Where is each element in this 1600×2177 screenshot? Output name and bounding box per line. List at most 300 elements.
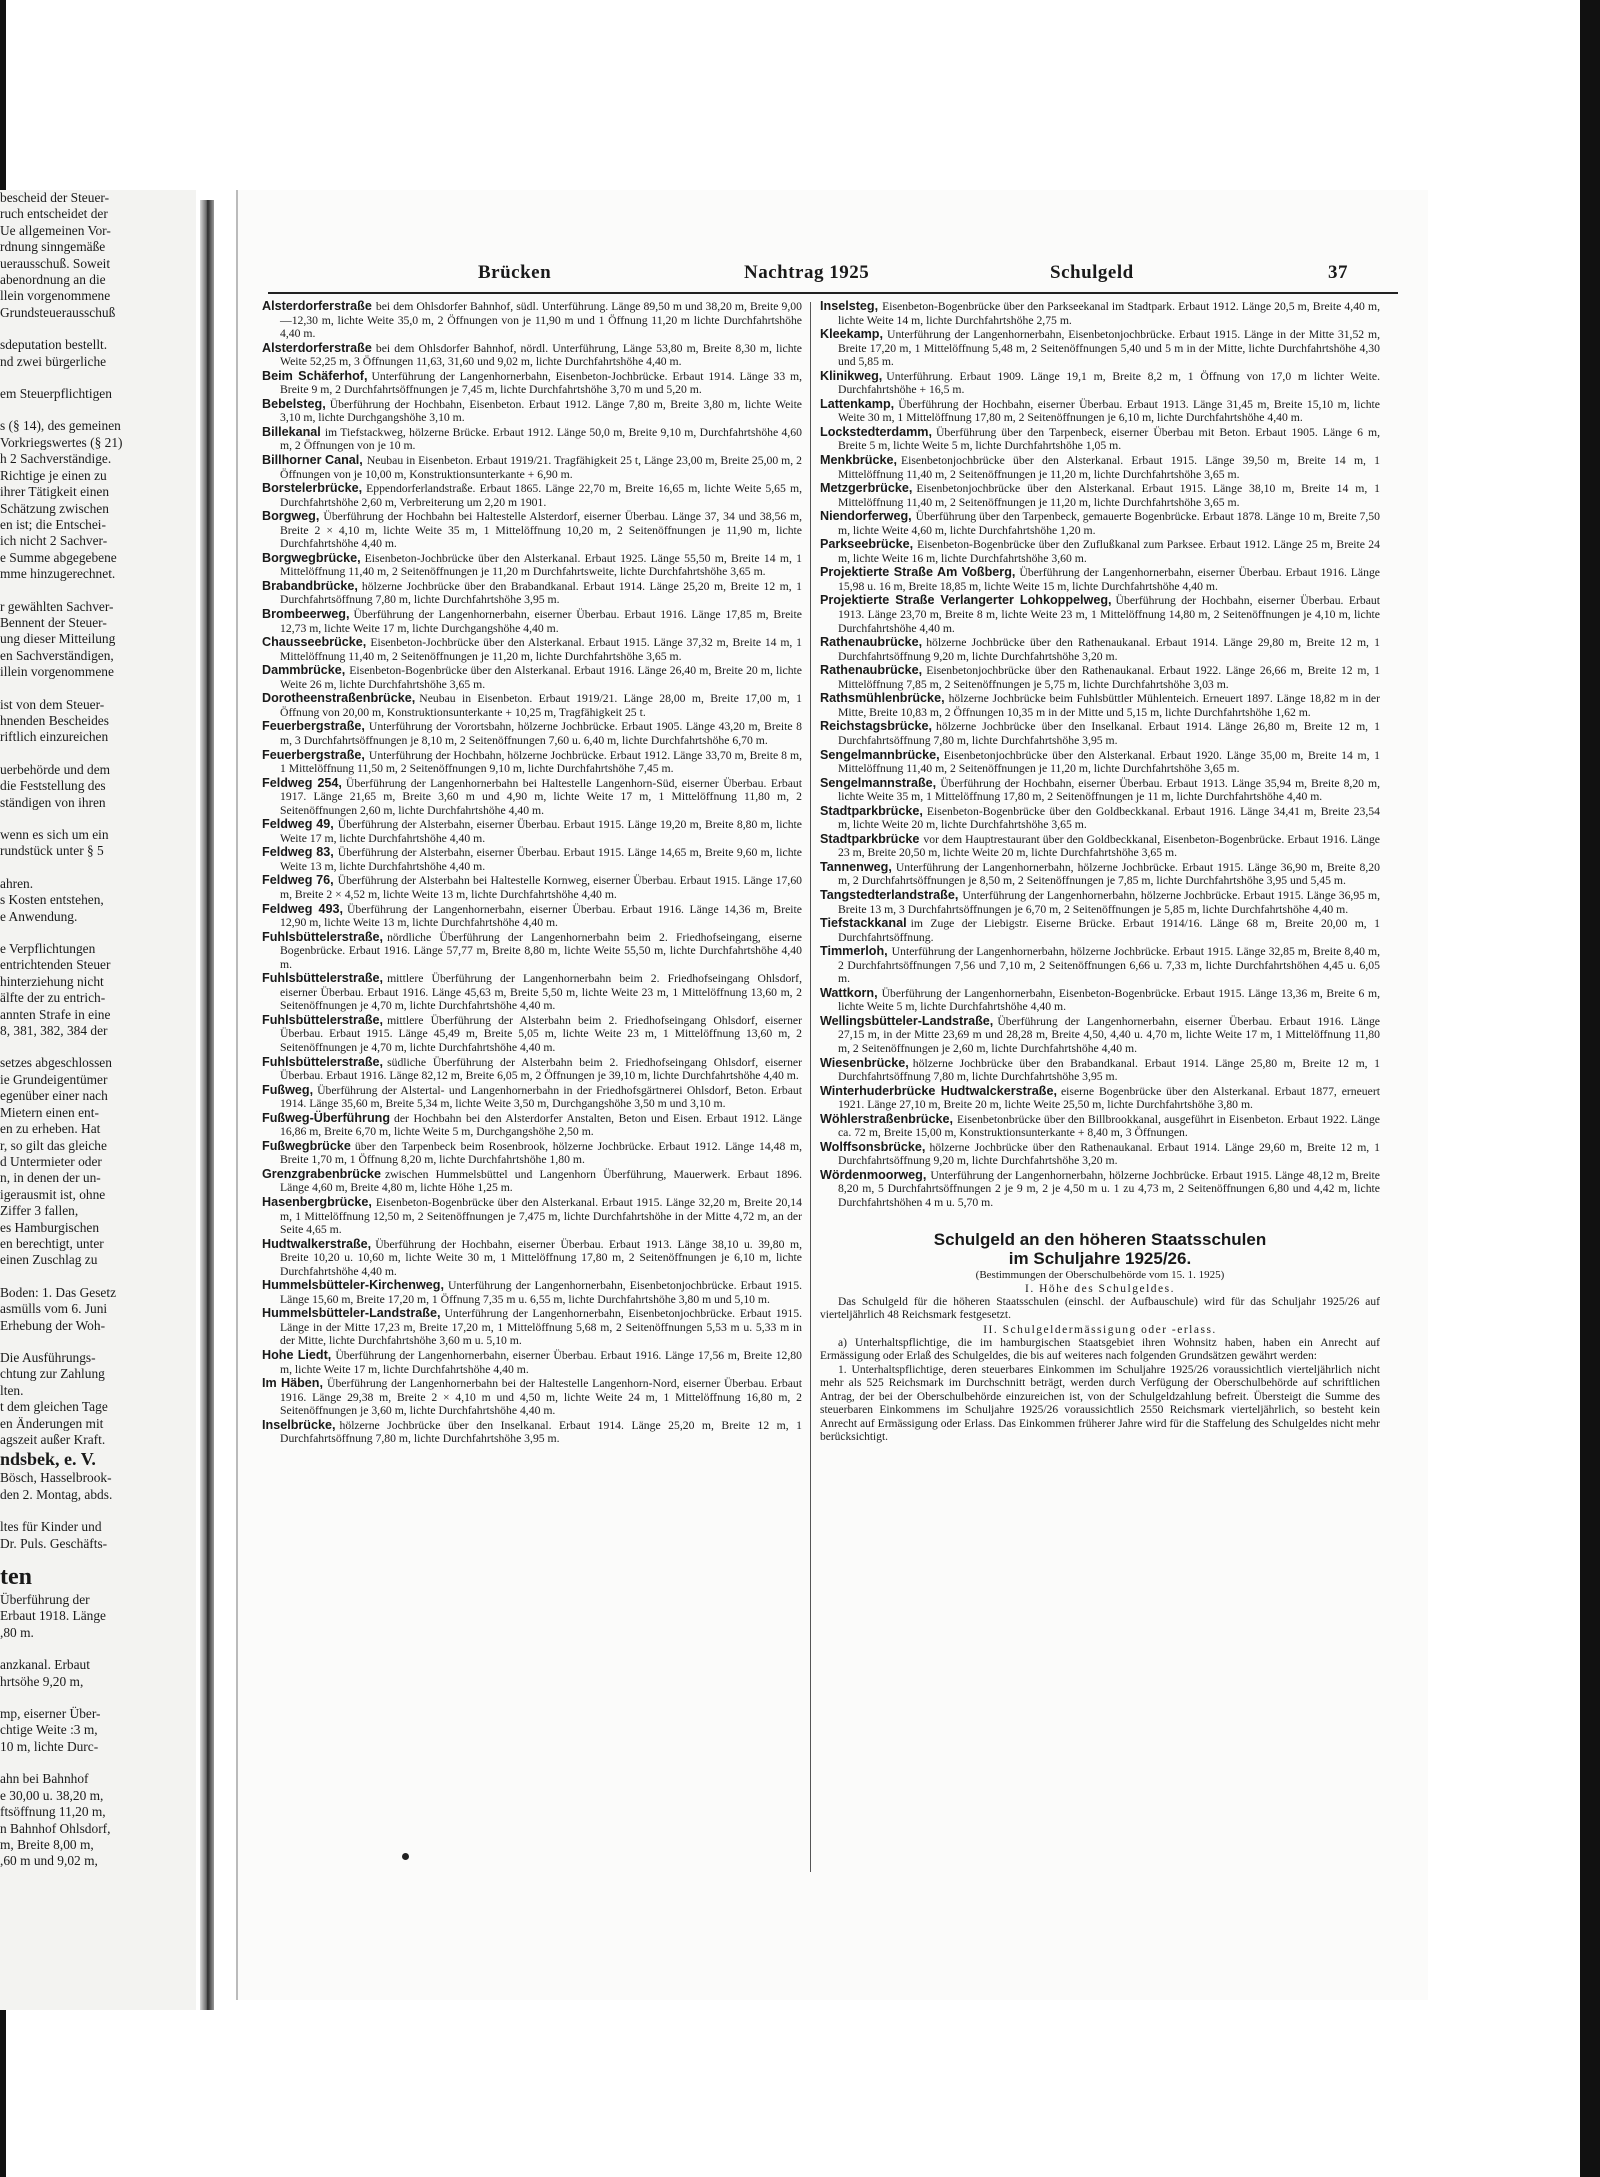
bridge-name: Fußweg-Überführung	[262, 1110, 391, 1125]
bridge-entry	[262, 510, 802, 551]
left-page-line: Grundsteuerausschuß	[0, 304, 116, 320]
bridge-description: hölzerne Jochbrücke über den Rathenaukanal. Erbaut 1914. Länge 29,60 m, Breite 12 m, 1 Durchfahrtsöffnung 9,20 m, lichte Durchfahrtshöhe 3,20 m.	[838, 1140, 1380, 1168]
bridge-entry	[262, 454, 802, 481]
bridge-description: Überführung der Langenhornerbahn bei der Haltestelle Langenhorn-Nord, eiserner Überbau. Erbaut 1916. Länge 29,38 m, Breite 2 × 4,10 m und 4,50 m, lichte Weite 24 m, 1 Mittelöffnung 16,80 m, 2 Seitenöffnungen je 3,60 m, lichte Durchfahrtshöhe 4,40 m.	[280, 1377, 803, 1418]
bridge-description: Eisenbetonjochbrücke über den Alsterkanal. Erbaut 1920. Länge 35,00 m, Breite 14 m, 1 Mittelöffnung 11,40 m, 2 Seitenöffnungen je 11,20 m, lichte Durchfahrtshöhe 3,65 m.	[838, 748, 1380, 776]
bridge-description: Eisenbeton-Bogenbrücke über den Alsterkanal. Erbaut 1915. Länge 32,20 m, Breite 20,14 m, 1 Mittelöffnung 12,50 m, 2 Seitenöffnungen je 7,475 m, lichte Durchfahrtshöhe in der Mitte 4,72 m, an der Seite 4,65 m.	[280, 1196, 802, 1237]
bridge-name: Tiefstackkanal	[820, 916, 907, 931]
bridge-entry	[820, 594, 1380, 635]
left-page-line: agszeit außer Kraft.	[0, 1432, 106, 1447]
left-page-line: en zu erheben. Hat	[0, 1121, 101, 1137]
bridge-name: Dorotheenstraßenbrücke,	[262, 691, 416, 706]
bridge-description: vor dem Hauptrestaurant über den Goldbeckkanal, Eisenbeton-Bogenbrücke. Erbaut 1916. Länge 23 m, Breite 20,50 m, lichte Weite 20 m, lichte Durchfahrtshöhe 3,65 m.	[838, 832, 1380, 860]
bridge-description: Unterführung der Langenhornerbahn, hölzerne Jochbrücke. Erbaut 1915. Länge 48,12 m, Breite 8,20 m, 5 Durchfahrtsöffnungen 2 je 9 m, 2 je 4,50 m u. 1 zu 4,73 m, 2 Seitenöffnungen 6,80 und 4,42 m, lichte Durchfahrtshöhen 4 m u. 5,70 m.	[838, 1168, 1380, 1209]
bridge-name: Hohe Liedt,	[262, 1348, 332, 1363]
bridge-name: Hummelsbütteler-Kirchenweg,	[262, 1278, 444, 1293]
bridge-description: Unterführung der Hochbahn, hölzerne Jochbrücke. Erbaut 1912. Länge 33,70 m, Breite 8 m, 1 Mittelöffnung 11,50 m, 2 Seitenöffnungen 9,10 m, lichte Durchfahrtshöhe 7,45 m.	[280, 748, 802, 776]
entries-right	[820, 300, 1380, 1210]
bridge-name: Feuerbergstraße,	[262, 747, 365, 762]
left-section-heading: ten	[0, 1564, 32, 1591]
bridge-entry	[820, 749, 1380, 776]
left-page-fragment	[0, 190, 196, 2010]
left-page-line: t dem gleichen Tage	[0, 1399, 108, 1415]
column-left	[262, 300, 802, 1447]
bridge-description: hölzerne Jochbrücke über den Brabandkanal. Erbaut 1914. Länge 25,80 m, Breite 12 m, 1 Durchfahrtsöffnung 7,80 m, lichte Durchfahrtshöhe 3,95 m.	[838, 1056, 1380, 1084]
left-page-line: d Untermieter oder	[0, 1153, 102, 1169]
left-page-line: llein vorgenommene	[0, 288, 111, 304]
left-page-line: ständigen von ihren	[0, 794, 106, 810]
left-page-line: r gewählten Sachver-	[0, 598, 114, 614]
bridge-entry	[262, 608, 802, 635]
bridge-entry	[262, 1014, 802, 1055]
bridge-description: Eisenbeton-Bogenbrücke über den Zuflußkanal zum Parksee. Erbaut 1912. Länge 25 m, Breite 24 m, lichte Weite 16 m, lichte Durchfahrtshöhe 3,60 m.	[838, 538, 1380, 565]
bridge-name: Feldweg 493,	[262, 901, 343, 916]
bridge-name: Fußwegbrücke	[262, 1138, 351, 1153]
left-page-line: rundstück unter § 5	[0, 843, 104, 859]
left-page-line: Erhebung der Woh-	[0, 1317, 106, 1333]
bridge-description: Überführung der Hochbahn, eiserner Überbau. Erbaut 1913. Länge 35,94 m, Breite 8,20 m, lichte Weite 35 m, 1 Mittelöffnung 17,80 m, 2 Seitenöffnungen je 11 m, lichte Durchfahrtshöhe 4,40 m.	[838, 776, 1380, 804]
bridge-description: bei dem Ohlsdorfer Bahnhof, südl. Unterführung. Länge 89,50 m und 38,20 m, Breite 9,00—12,30 m, lichte Weite 35,0 m, 2 Öffnungen von je 11,90 m und 1 Öffnung 11,20 m lichte Durchfahrtshöhe 4,40 m.	[280, 300, 802, 341]
left-page-line: ung dieser Mitteilung	[0, 631, 116, 647]
left-page-line: einen Zuschlag zu	[0, 1252, 98, 1268]
bridge-name: Borgwegbrücke,	[262, 550, 361, 565]
left-page-line: m, Breite 8,00 m,	[0, 1836, 94, 1852]
school-section-1: I. Höhe des Schulgeldes.	[1024, 1282, 1176, 1295]
left-page-line: lten.	[0, 1382, 24, 1398]
line-gap	[0, 1503, 196, 1519]
bridge-description: Überführung über den Tarpenbeck, eiserner Überbau mit Beton. Erbaut 1905. Länge 6 m, Breite 5 m, lichte Weite 5 m, lichte Durchfahrtshöhe 1,05 m.	[838, 425, 1380, 453]
left-page-line: entrichtenden Steuer	[0, 957, 111, 973]
page-header	[238, 262, 1378, 292]
bridge-name: Chausseebrücke,	[262, 635, 367, 650]
left-page-line: n Bahnhof Ohlsdorf,	[0, 1820, 111, 1836]
bridge-name: Fuhlsbüttelerstraße,	[262, 929, 384, 944]
bridge-name: Tangstedterlandstraße,	[820, 887, 959, 902]
bridge-entry	[820, 636, 1380, 663]
school-paragraph-2: a) Unterhaltspflichtige, die im hamburgischen Staatsgebiet ihren Wohnsitz haben, haben ein Anrecht auf Ermässigung oder Erlaß des Schulgeldes, die bis auf weiteres nach folgenden Grundsätzen gewährt werden:	[820, 1336, 1380, 1363]
bridge-name: Timmerloh,	[820, 944, 888, 959]
bridge-entry	[820, 1057, 1380, 1084]
left-page-line: n, in denen der un-	[0, 1170, 101, 1186]
bridge-name: Brombeerweg,	[262, 607, 350, 622]
bridge-name: Tannenweg,	[820, 859, 892, 874]
bridge-name: Feldweg 76,	[262, 873, 334, 888]
bridge-description: eiserne Bogenbrücke über den Alsterkanal. Erbaut 1877, erneuert 1921. Länge 27,10 m, Breite 20 m, lichte Weite 25,50 m, lichte Durchfahrtshöhe 3,80 m.	[838, 1084, 1380, 1112]
bridge-name: Inselbrücke,	[262, 1417, 336, 1432]
bridge-entry	[820, 1085, 1380, 1112]
column-right	[820, 300, 1380, 1445]
header-left: Brücken	[478, 262, 552, 283]
bridge-entry	[820, 945, 1380, 986]
bridge-description: mittlere Überführung der Langenhornerbahn beim 2. Friedhofseingang Ohlsdorf, eiserner Überbau. Erbaut 1916. Länge 45,63 m, Breite 5,50 m, lichte Weite 23 m, 1 Mittelöffnung 13,60 m, 2 Seitenöffnungen je 4,70 m, lichte Durchfahrtshöhe 4,40 m.	[280, 972, 802, 1013]
left-page-line: hrtsöhe 9,20 m,	[0, 1673, 84, 1689]
bridge-name: Stadtparkbrücke	[820, 831, 920, 846]
bridge-name: Feuerbergstraße,	[262, 719, 365, 734]
school-fee-section	[820, 1230, 1380, 1445]
left-page-line: hinterziehung nicht	[0, 973, 104, 989]
bridge-description: Unterführung der Langenhornerbahn, hölzerne Jochbrücke. Erbaut 1915. Länge 36,95 m, Breite 13 m, 3 Durchfahrtsöffnungen je 6,70 m, 2 Seitenöffnungen je 5,85 m, lichte Durchfahrtshöhe 4,40 m.	[838, 888, 1380, 916]
bridge-entry	[820, 300, 1380, 327]
left-page-line: en Sachverständigen,	[0, 647, 114, 663]
bridge-description: bei dem Ohlsdorfer Bahnhof, nördl. Unterführung, Länge 53,80 m, Breite 8,30 m, lichte Weite 52,25 m, 3 Öffnungen 11,63, 31,60 und 9,02 m, lichte Durchfahrtshöhe 4,40 m.	[280, 341, 802, 369]
bridge-name: Rathenaubrücke,	[820, 663, 923, 678]
bridge-entry	[262, 720, 802, 747]
bridge-description: hölzerne Jochbrücke über den Brabandkanal. Erbaut 1914. Länge 25,20 m, Breite 12 m, 1 Durchfahrtsöffnung 7,80 m, lichte Durchfahrtshöhe 3,95 m.	[280, 579, 802, 607]
left-page-line: Erbaut 1918. Länge	[0, 1608, 106, 1624]
book-gutter	[200, 200, 214, 2010]
bridge-entry	[262, 1349, 802, 1376]
left-page-line: Boden: 1. Das Gesetz	[0, 1284, 117, 1300]
bridge-description: zwischen Hummelsbüttel und Langenhorn Überführung, Mauerwerk. Erbaut 1896. Länge 4,60 m, Breite 4,80 m, lichte Höhe 1,25 m.	[280, 1167, 802, 1195]
left-page-line: mp, eiserner Über-	[0, 1706, 101, 1722]
left-page-line: hnenden Bescheides	[0, 712, 109, 728]
line-gap	[0, 860, 196, 876]
line-gap	[0, 1039, 196, 1055]
bridge-name: Metzgerbrücke,	[820, 481, 913, 496]
left-page-line: Ue allgemeinen Vor-	[0, 222, 111, 238]
left-page-line: nd zwei bürgerliche	[0, 353, 107, 369]
bridge-name: Lockstedterdamm,	[820, 424, 932, 439]
left-page-line: e Verpflichtungen	[0, 941, 96, 957]
left-page-line: anzkanal. Erbaut	[0, 1657, 90, 1673]
bridge-description: hölzerne Jochbrücke über den Rathenaukanal. Erbaut 1914. Länge 29,80 m, Breite 12 m, 1 Durchfahrtsöffnung 9,20 m, lichte Durchfahrtshöhe 3,20 m.	[838, 636, 1380, 663]
left-page-line: e 30,00 u. 38,20 m,	[0, 1787, 104, 1803]
left-page-line: mme hinzugerechnet.	[0, 566, 116, 582]
bridge-name: Winterhuderbrücke Hudtwalckerstraße,	[820, 1083, 1057, 1098]
bridge-name: Niendorferweg,	[820, 509, 912, 524]
page-number: 37	[1328, 262, 1348, 283]
bridge-entry	[262, 972, 802, 1013]
left-page-line: asmülls vom 6. Juni	[0, 1301, 108, 1317]
left-page-line: en berechtigt, unter	[0, 1235, 104, 1251]
bridge-description: nördliche Überführung der Langenhornerbahn beim 2. Friedhofseingang, eiserne Bogenbrücke. Erbaut 1916. Länge 57,77 m, Breite 8,80 m, lichte Weite 55,50 m, lichte Durchfahrtshöhe 4,40 m.	[280, 930, 802, 971]
bridge-entry	[262, 931, 802, 972]
bridge-name: Dammbrücke,	[262, 663, 346, 678]
bridge-entry	[262, 664, 802, 691]
bridge-name: Grenzgrabenbrücke	[262, 1166, 381, 1181]
bridge-name: Wiesenbrücke,	[820, 1055, 909, 1070]
bridge-description: Eisenbetonjochbrücke über den Rathenaukanal. Erbaut 1922. Länge 26,66 m, Breite 12 m, 1 Mittelöffnung 7,85 m, 2 Seitenöffnungen je 5,75 m, lichte Durchfahrtshöhe 3,03 m.	[838, 664, 1380, 691]
left-page-line: setzes abgeschlossen	[0, 1055, 112, 1071]
bridge-entry	[262, 1377, 802, 1418]
bridge-entry	[262, 1084, 802, 1111]
bridge-name: Feldweg 49,	[262, 817, 334, 832]
header-right: Schulgeld	[1050, 262, 1134, 283]
bridge-entry	[820, 833, 1380, 860]
bridge-description: Eppendorferlandstraße. Erbaut 1865. Länge 22,70 m, Breite 16,65 m, lichte Weite 5,65 m, Durchfahrtshöhe 2,60 m, Verbreiterung um 2,20 m 1901.	[280, 482, 802, 509]
bridge-entry	[262, 1307, 802, 1348]
school-title-line-1: Schulgeld an den höheren Staatsschulen	[933, 1229, 1267, 1249]
line-gap	[0, 811, 196, 827]
bridge-entry	[820, 720, 1380, 747]
left-page-line: r, so gilt das gleiche	[0, 1137, 107, 1153]
bridge-name: Hasenbergbrücke,	[262, 1195, 372, 1209]
left-page-line: die Feststellung des	[0, 778, 106, 794]
bridge-description: Überführung der Alsterbahn bei Haltestelle Kornweg, eiserner Überbau. Erbaut 1915. Länge 17,60 m, Breite 2 × 4,52 m, lichte Weite 13 m, lichte Durchfahrtshöhe 4,40 m.	[280, 874, 803, 901]
org-heading: ndsbek, e. V.	[0, 1449, 96, 1470]
bridge-entry	[262, 636, 802, 663]
bridge-description: Überführung der Hochbahn bei Haltestelle Alsterdorf, eiserner Überbau. Länge 37, 34 und 38,56 m, Breite 2 × 4,10 m, lichte Weite 35 m, 1 Mittelöffnung 10,20 m, 2 Seitenöffnungen je 11,90 m, lichte Durchfahrtshöhe 4,40 m.	[280, 510, 802, 551]
left-page-line: s (§ 14), des gemeinen	[0, 418, 121, 434]
bridge-name: Stadtparkbrücke,	[820, 803, 923, 818]
left-page-line: illein vorgenommene	[0, 664, 114, 680]
left-page-line: h 2 Sachverständige.	[0, 451, 112, 467]
left-page-line: ahren.	[0, 875, 34, 891]
bridge-entry	[262, 1196, 802, 1237]
bridge-entry	[820, 566, 1380, 593]
line-gap	[0, 1641, 196, 1657]
bridge-entry	[262, 874, 802, 901]
bridge-name: Fuhlsbüttelerstraße,	[262, 971, 384, 986]
left-page-line: ruch entscheidet der	[0, 206, 108, 222]
bridge-entry	[262, 1419, 802, 1446]
bridge-description: im Tiefstackweg, hölzerne Brücke. Erbaut 1912. Länge 50,0 m, Breite 9,10 m, Durchfahrtshöhe 4,60 m, 2 Öffnungen von je 10 m.	[280, 425, 802, 453]
bridge-name: Alsterdorferstraße	[262, 340, 372, 355]
left-page-line: Bösch, Hasselbrook-	[0, 1470, 112, 1486]
bridge-description: Überführung der Langenhornerbahn, eiserner Überbau. Erbaut 1916. Länge 14,36 m, Breite 12,90 m, lichte Weite 13 m, lichte Durchfahrtshöhe 4,40 m.	[280, 902, 802, 930]
bridge-description: Unterführung der Langenhornerbahn, Eisenbetonjochbrücke. Erbaut 1915. Länge in der Mitte 17,23 m, Breite 17,20 m, 1 Mittelöffnung 5,68 m, 2 Seitenöffnungen 5,53 m u. 5,33 m in der Mitte, lichte Durchfahrtshöhe 3,60 m u. 5,10 m.	[280, 1307, 802, 1348]
bridge-entry	[262, 749, 802, 776]
left-page-line: ,60 m und 9,02 m,	[0, 1853, 98, 1869]
left-page-line: e Anwendung.	[0, 908, 78, 924]
bridge-name: Fußweg,	[262, 1082, 314, 1097]
left-page-line: Dr. Puls. Geschäfts-	[0, 1535, 108, 1551]
school-paragraph-1: Das Schulgeld für die höheren Staatsschulen (einschl. der Aufbauschule) wird für das Schuljahr 1925/26 auf vierteljährlich 48 Reichsmark festgesetzt.	[820, 1295, 1380, 1322]
bridge-name: Inselsteg,	[820, 299, 879, 313]
line-gap	[0, 370, 196, 386]
bridge-entry	[262, 552, 802, 579]
bridge-entry	[262, 818, 802, 845]
scan-edge-right	[1580, 0, 1600, 2177]
bridge-name: Wördenmoorweg,	[820, 1167, 927, 1182]
bridge-entry	[262, 1238, 802, 1279]
bridge-name: Klinikweg,	[820, 368, 883, 383]
bridge-entry	[820, 370, 1380, 397]
bridge-entry	[820, 510, 1380, 537]
left-page-line: Die Ausführungs-	[0, 1349, 96, 1365]
bridge-entry	[820, 398, 1380, 425]
left-page-line: en ist; die Entschei-	[0, 516, 106, 532]
school-section-2: II. Schulgeldermässigung oder -erlass.	[983, 1323, 1217, 1336]
left-page-line: abenordnung an die	[0, 272, 106, 288]
bridge-description: Überführung der Hochbahn, eiserner Überbau. Erbaut 1913. Länge 31,45 m, Breite 15,10 m, lichte Weite 30 m, 1 Mittelöffnung 17,80 m, 2 Seitenöffnungen je 6,10 m, lichte Durchfahrtshöhe 4,40 m.	[838, 397, 1380, 425]
bridge-name: Billekanal	[262, 424, 321, 439]
bridge-entry	[262, 903, 802, 930]
bridge-description: Unterführung der Langenhornerbahn, Eisenbetonjochbrücke. Erbaut 1915. Länge 15,60 m, Breite 17,20 m, 1 Öffnung 7,35 m u. 6,55 m, lichte Durchfahrtshöhe 3,80 m und 5,10 m.	[280, 1279, 802, 1306]
bridge-entry	[262, 580, 802, 607]
bridge-description: Überführung der Langenhornerbahn, eiserner Überbau. Erbaut 1916. Länge 17,85 m, Breite 12,73 m, lichte Weite 17 m, lichte Durchgangshöhe 4,40 m.	[280, 608, 802, 635]
left-page-line: Ziffer 3 fallen,	[0, 1203, 79, 1219]
left-page-line: 10 m, lichte Durc-	[0, 1738, 99, 1754]
left-page-line: riftlich einzureichen	[0, 729, 109, 745]
bridge-entry	[820, 1169, 1380, 1210]
bridge-description: Unterführung der Langenhornerbahn, Eisenbetonjochbrücke. Erbaut 1915. Länge in der Mitte 31,52 m, Breite 17,20 m, 1 Mittelöffnung 5,48 m, 2 Seitenöffnungen 5,40 und 5 m in der Mitte, lichte Durchfahrtshöhe 4,30 und 5,85 m.	[838, 328, 1380, 369]
bridge-entry	[820, 538, 1380, 565]
bridge-name: Wöhlerstraßenbrücke,	[820, 1111, 953, 1126]
left-page-line: uerausschuß. Soweit	[0, 255, 111, 271]
left-page-line: Schätzung zwischen	[0, 500, 109, 516]
bridge-name: Fuhlsbüttelerstraße,	[262, 1012, 384, 1027]
page-bullet	[402, 1853, 409, 1860]
bridge-entry	[820, 1141, 1380, 1168]
bridge-description: Überführung der Langenhornerbahn, eiserner Überbau. Erbaut 1916. Länge 17,56 m, Breite 12,80 m, lichte Weite 17 m, lichte Durchfahrtshöhe 4,40 m.	[280, 1349, 802, 1376]
bridge-entry	[820, 1015, 1380, 1056]
bridge-description: Eisenbeton-Jochbrücke über den Alsterkanal. Erbaut 1915. Länge 37,32 m, Breite 14 m, 1 Mittelöffnung 11,40 m, 2 Seitenöffnungen je 11,20 m, lichte Durchfahrtshöhe 3,65 m.	[280, 636, 802, 663]
bridge-entry	[820, 777, 1380, 804]
left-page-line: 8, 381, 382, 384 der	[0, 1023, 108, 1039]
bridge-name: Kleekamp,	[820, 327, 883, 342]
bridge-description: Überführung der Langenhornerbahn, Eisenbeton-Bogenbrücke. Erbaut 1915. Länge 13,36 m, Breite 6 m, lichte Weite 5 m, lichte Durchfahrtshöhe 4,40 m.	[838, 986, 1380, 1014]
bridge-entry	[262, 777, 802, 818]
bridge-name: Bebelsteg,	[262, 396, 326, 411]
bridge-name: Menkbrücke,	[820, 453, 897, 468]
line-gap	[0, 402, 196, 418]
left-page-line: Mietern einen ent-	[0, 1104, 99, 1120]
left-page-line: älfte der zu entrich-	[0, 990, 106, 1006]
right-page	[236, 190, 1428, 2000]
bridge-name: Borstelerbrücke,	[262, 481, 363, 496]
bridge-entry	[262, 1279, 802, 1306]
bridge-entry	[820, 1113, 1380, 1140]
bridge-description: Überführung der Alsterbahn, eiserner Überbau. Erbaut 1915. Länge 19,20 m, Breite 8,80 m, lichte Weite 17 m, lichte Durchfahrtshöhe 4,40 m.	[280, 818, 802, 845]
bridge-description: Unterführung der Vorortsbahn, hölzerne Jochbrücke. Erbaut 1905. Länge 43,20 m, Breite 8 m, 3 Durchfahrtsöffnungen je 8,10 m, 2 Seitenöffnungen 7,60 u. 6,40 m, lichte Durchfahrtshöhe 6,70 m.	[280, 720, 802, 747]
bridge-entry	[262, 370, 802, 397]
school-title-line-2: im Schuljahre 1925/26.	[1008, 1248, 1192, 1268]
bridge-description: südliche Überführung der Alsterbahn beim 2. Friedhofseingang Ohlsdorf, eiserner Überbau. Erbaut 1916. Länge 82,12 m, Breite 6,05 m, 2 Öffnungen je 39,10 m, lichte Durchfahrtshöhe 4,40 m.	[280, 1055, 802, 1083]
bridge-name: Fuhlsbüttelerstraße,	[262, 1054, 384, 1069]
bridge-description: Überführung der Langenhornerbahn, eiserner Überbau. Erbaut 1916. Länge 27,15 m, in der Mitte 23,69 m und 28,28 m, Breite 4,50, 4,40 u. 4,70 m, lichte Weite 17 m, 1 Mittelöffnung 11,80 m, 2 Seitenöffnungen je 2,60 m, lichte Durchfahrtshöhe 4,40 m.	[838, 1014, 1380, 1055]
bridge-name: Parkseebrücke,	[820, 537, 914, 552]
bridge-name: Borgweg,	[262, 509, 320, 524]
bridge-description: Eisenbeton-Jochbrücke über den Alsterkanal. Erbaut 1925. Länge 55,50 m, Breite 14 m, 1 Mittelöffnung 11,40 m, 2 Seitenöffnungen je 11,20 m Durchfahrtsweite, lichte Durchfahrtshöhe 3,65 m.	[280, 551, 802, 579]
bridge-description: Eisenbetonbrücke über den Billbrookkanal, ausgeführt in Eisenbeton. Erbaut 1922. Länge ca. 72 m, Breite 15,00 m, Konstruktionsunterkante + 8,40 m, 3 Öffnungen.	[838, 1112, 1380, 1140]
left-page-line: egenüber einer nach	[0, 1088, 108, 1104]
left-page-line: Überführung der	[0, 1592, 90, 1608]
line-gap	[0, 925, 196, 941]
bridge-description: hölzerne Jochbrücke über den Inselkanal. Erbaut 1914. Länge 26,80 m, Breite 12 m, 1 Durchfahrtsöffnung 7,80 m, lichte Durchfahrtshöhe 3,95 m.	[838, 720, 1380, 747]
left-page-line: rdnung sinngemäße	[0, 239, 106, 255]
bridge-name: Projektierte Straße Verlangerter Lohkoppelweg,	[820, 593, 1112, 608]
bridge-entry	[262, 426, 802, 453]
left-page-line: en Änderungen mit	[0, 1415, 104, 1431]
bridge-description: Eisenbetonjochbrücke über den Alsterkanal. Erbaut 1915. Länge 38,10 m, Breite 14 m, 1 Mittelöffnung 11,40 m, 2 Seitenöffnungen je 11,20 m, lichte Durchfahrtshöhe 3,65 m.	[838, 482, 1380, 509]
bridge-name: Rathsmühlenbrücke,	[820, 691, 945, 706]
left-page-line: sdeputation bestellt.	[0, 337, 108, 353]
left-page-line: bescheid der Steuer-	[0, 190, 110, 205]
bridge-description: Unterführung der Langenhornerbahn, Eisenbeton-Jochbrücke. Erbaut 1914. Länge 33 m, Breite 9 m, 2 Durchfahrtsöffnungen je 7,45 m, lichte Durchfahrtshöhe 3,70 m und 5,20 m.	[280, 369, 802, 397]
bridge-name: Im Häben,	[262, 1376, 324, 1391]
bridge-name: Reichstagsbrücke,	[820, 719, 932, 734]
header-rule	[268, 292, 1398, 294]
line-gap	[0, 321, 196, 337]
bridge-entry	[820, 917, 1380, 944]
left-page-line: uerbehörde und dem	[0, 761, 111, 777]
bridge-description: Neubau in Eisenbeton. Erbaut 1919/21. Tragfähigkeit 25 t, Länge 23,00 m, Breite 25,00 m, 2 Öffnungen von je 10,00 m, Konstruktionsunterkante + 6,90 m.	[280, 454, 802, 481]
bridge-entry	[262, 846, 802, 873]
bridge-name: Projektierte Straße Am Voßberg,	[820, 565, 1016, 580]
left-page-line: ltes für Kinder und	[0, 1519, 102, 1535]
left-page-line: em Steuerpflichtigen	[0, 386, 112, 402]
bridge-description: Überführung der Hochbahn, Eisenbeton. Erbaut 1912. Länge 7,80 m, Breite 3,80 m, lichte Weite 3,10 m, lichte Durchgangshöhe 3,10 m.	[280, 397, 802, 425]
bridge-description: Neubau in Eisenbeton. Erbaut 1919/21. Länge 28,00 m, Breite 17,00 m, 1 Öffnung von 20,00 m, Konstruktionsunterkante + 10,25 m, Tragfähigkeit 25 t.	[280, 692, 802, 719]
left-page-line: ,80 m.	[0, 1624, 34, 1640]
bridge-name: Sengelmannstraße,	[820, 775, 937, 790]
left-page-line: ie Grundeigentümer	[0, 1071, 108, 1087]
line-gap	[0, 1269, 196, 1285]
bridge-entry	[262, 482, 802, 509]
school-paragraph-3: 1. Unterhaltspflichtige, deren steuerbares Einkommen im Schuljahre 1925/26 voraussichtlich vierteljährlich nicht mehr als 525 Reichsmark im Durchschnitt beträgt, werden durch Verfügung der Oberschulbehörde auf schriftlichen Antrag, der bei der Oberschulbehörde einzureichen ist, von der Schulgeldzahlung befreit. Übersteigt die Summe des steuerbaren Einkommens im Schuljahre 1925/26 voraussichtlich 2550 Reichsmark vierteljährlich, so besteht kein Anrecht auf Ermässigung oder Erlass. Das Einkommen früherer Jahre wird für die Staffelung des Schulgeldes nicht mehr berücksichtigt.	[820, 1363, 1380, 1444]
header-center: Nachtrag 1925	[744, 262, 870, 283]
bridge-description: Überführung der Hochbahn, eiserner Überbau. Erbaut 1913. Länge 23,70 m, Breite 8 m, lichte Weite 23 m, 1 Mittelöffnung 14,80 m, 2 Seitenöffnungen je 4,10 m, lichte Durchfahrtshöhe 4,40 m.	[838, 594, 1380, 635]
bridge-description: Überführung der Alsterbahn, eiserner Überbau. Erbaut 1915. Länge 14,65 m, Breite 9,60 m, lichte Weite 13 m, lichte Durchfahrtshöhe 4,40 m.	[280, 846, 802, 873]
bridge-entry	[262, 692, 802, 719]
left-page-line: ahn bei Bahnhof	[0, 1771, 89, 1787]
bridge-name: Feldweg 83,	[262, 845, 334, 860]
bridge-name: Wattkorn,	[820, 985, 878, 1000]
bridge-description: der Hochbahn bei den Alsterdorfer Anstalten, Beton und Eisen. Erbaut 1912. Länge 16,86 m, Breite 6,70 m, lichte Weite 5 m, Durchgangshöhe 2,50 m.	[280, 1111, 802, 1139]
left-page-line: ihrer Tätigkeit einen	[0, 484, 110, 500]
bridge-name: Beim Schäferhof,	[262, 368, 368, 383]
left-page-line: ftsöffnung 11,20 m,	[0, 1804, 106, 1820]
bridge-description: Unterführung. Erbaut 1909. Länge 19,1 m, Breite 8,2 m, 1 Öffnung von 17,0 m lichter Weite. Durchfahrtshöhe + 16,5 m.	[838, 369, 1380, 397]
left-page-line: es Hamburgischen	[0, 1219, 100, 1235]
school-subtitle: (Bestimmungen der Oberschulbehörde vom 15. 1. 1925)	[975, 1268, 1225, 1281]
bridge-entry	[262, 398, 802, 425]
bridge-name: Hudtwalkerstraße,	[262, 1236, 372, 1251]
left-page-line: chtige Weite :3 m,	[0, 1722, 98, 1738]
bridge-name: Sengelmannbrücke,	[820, 747, 940, 762]
bridge-entry	[820, 889, 1380, 916]
left-page-line: wenn es sich um ein	[0, 827, 109, 842]
bridge-entry	[262, 1112, 802, 1139]
left-page-line: annten Strafe in eine	[0, 1006, 111, 1022]
line-gap	[0, 1334, 196, 1350]
left-page-line: s Kosten entstehen,	[0, 892, 104, 908]
bridge-description: Überführung über den Tarpenbeck, gemauerte Bogenbrücke. Erbaut 1878. Länge 10 m, Breite 7,50 m, lichte Weite 4,60 m, lichte Durchfahrtshöhe 1,20 m.	[838, 510, 1380, 537]
bridge-description: Überführung der Alstertal- und Langenhornerbahn in der Friedhofsgärtnerei Ohlsdorf, Beton. Erbaut 1914. Länge 35,60 m, Breite 5,34 m, lichte Weite 3,50 m, Durchgangshöhe 3,50 m und 3,10 m.	[280, 1083, 802, 1111]
left-page-line: Richtige je einen zu	[0, 467, 107, 483]
bridge-description: Überführung der Hochbahn, eiserner Überbau. Erbaut 1913. Länge 38,10 u. 39,80 m, Breite 10,20 u. 10,60 m, lichte Weite 30 m, 1 Mittelöffnung 17,80 m, 2 Seitenöffnungen je 6,10 m, lichte Durchfahrtshöhe 4,40 m.	[280, 1237, 802, 1278]
bridge-entry	[820, 482, 1380, 509]
column-divider	[810, 302, 811, 1872]
bridge-description: Unterführung der Langenhornerbahn, hölzerne Jochbrücke. Erbaut 1915. Länge 32,85 m, Breite 8,40 m, 2 Durchfahrtsöffnungen 7,56 und 7,10 m, 2 Seitenöffnungen 6,66 u. 7,33 m, lichte Durchfahrtshöhen 4,45 u. 6,05 m.	[838, 945, 1380, 986]
bridge-description: hölzerne Jochbrücke über den Inselkanal. Erbaut 1914. Länge 25,20 m, Breite 12 m, 1 Durchfahrtsöffnung 7,80 m, lichte Durchfahrtshöhe 3,95 m.	[280, 1418, 802, 1446]
bridge-name: Wellingsbütteler-Landstraße,	[820, 1013, 994, 1028]
line-gap	[0, 1690, 196, 1706]
bridge-entry	[820, 328, 1380, 369]
bridge-entry	[820, 692, 1380, 719]
bridge-entry	[820, 664, 1380, 691]
left-page-line: e Summe abgegebene	[0, 549, 117, 565]
left-page-line: Bennent der Steuer-	[0, 614, 107, 630]
bridge-name: Lattenkamp,	[820, 396, 895, 411]
bridge-name: Wolffsonsbrücke,	[820, 1139, 926, 1154]
line-gap	[0, 1755, 196, 1771]
bridge-entry	[820, 454, 1380, 481]
bridge-entry	[262, 1140, 802, 1167]
bridge-description: Überführung der Langenhornerbahn bei Haltestelle Langenhorn-Süd, eiserner Überbau. Erbaut 1917. Länge 21,65 m, Breite 3,60 m und 4,90 m, lichte Weite 17 m, 1 Mittelöffnung 11,80 m, 2 Seitenöffnungen 2,60 m, lichte Durchfahrtshöhe 4,40 m.	[280, 776, 802, 817]
line-gap	[0, 583, 196, 599]
bridge-description: im Zuge der Liebigstr. Eiserne Brücke. Erbaut 1914/16. Länge 68 m, Breite 20,00 m, 1 Durchfahrtsöffnung.	[838, 917, 1380, 944]
line-gap	[0, 746, 196, 762]
bridge-entry	[262, 300, 802, 341]
bridge-entry	[262, 1168, 802, 1195]
left-page-line: ist von dem Steuer-	[0, 696, 105, 712]
line-gap	[0, 681, 196, 697]
bridge-entry	[820, 987, 1380, 1014]
bridge-entry	[820, 861, 1380, 888]
bridge-description: über den Tarpenbeck beim Rosenbrook, hölzerne Jochbrücke. Erbaut 1912. Länge 14,48 m, Breite 1,70 m, 1 Öffnung 8,20 m, lichte Durchfahrtshöhe 1,80 m.	[280, 1139, 802, 1167]
